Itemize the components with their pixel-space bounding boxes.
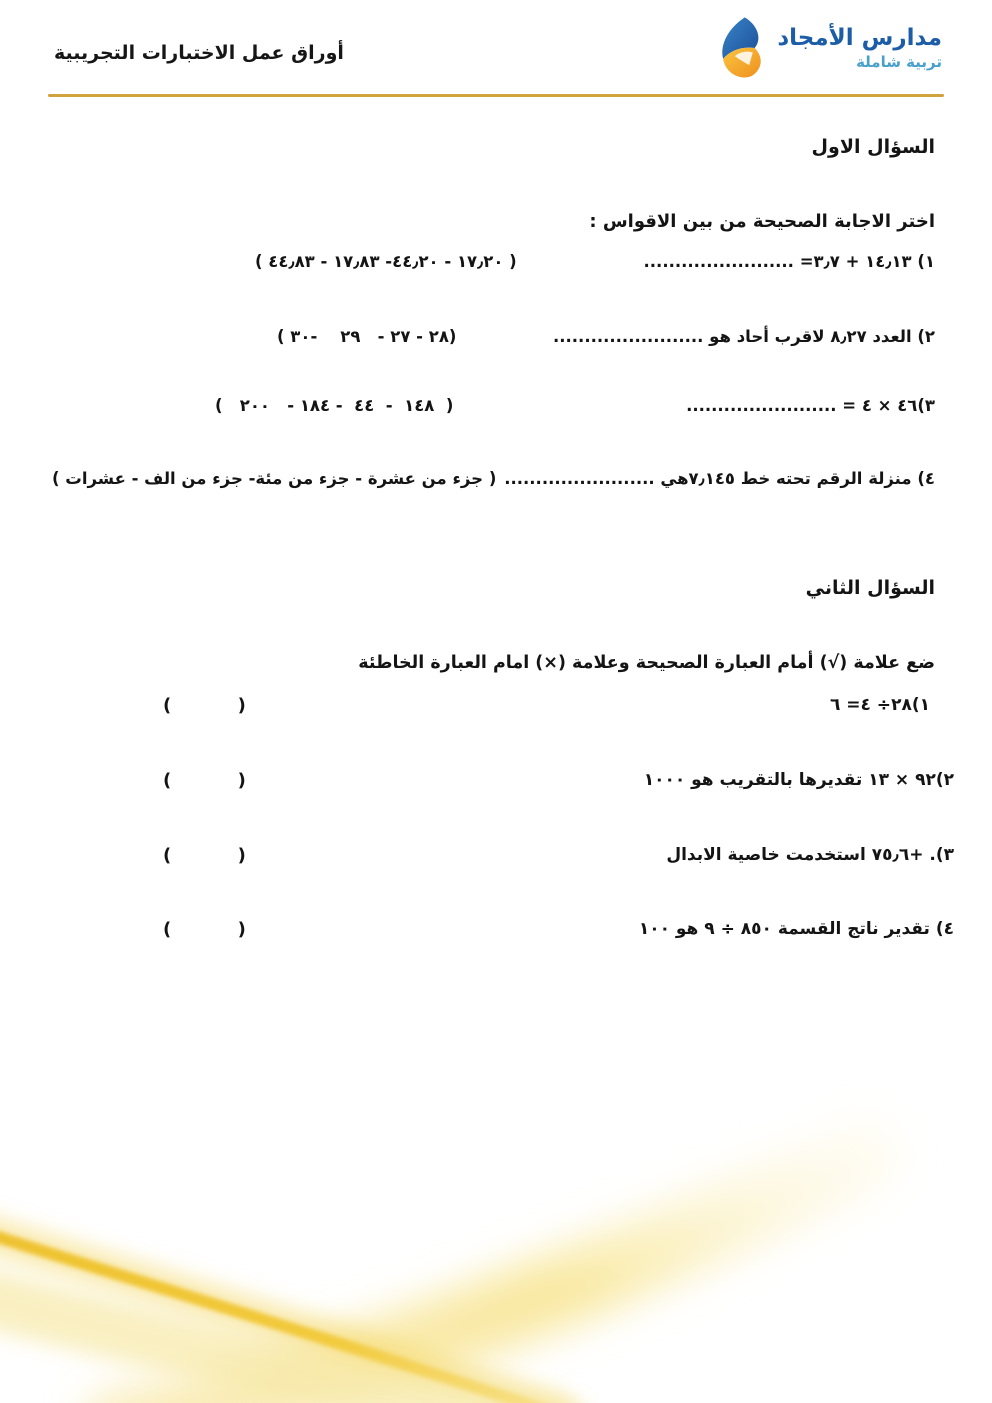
school-name: مدارس الأمجاد: [777, 24, 942, 51]
statement-4: ٤) تقدير ناتج القسمة ٨٥٠ ÷ ٩ هو ١٠٠: [638, 919, 954, 939]
school-logo: [715, 16, 942, 80]
section-two-heading: السؤال الثاني: [805, 577, 935, 599]
q1-text: ١) ١٤٫١٣ + ٣٫٧= ........................: [643, 252, 935, 271]
statement-1: ١)٢٨÷ ٤= ٦: [829, 695, 930, 715]
q4-text: ٤) منزلة الرقم تحته خط ٧٫١٤٥هي ........................: [504, 469, 935, 488]
school-tagline: تربية شاملة: [856, 53, 942, 72]
answer-slot-1: ( ): [163, 695, 247, 716]
answer-slot-3: ( ): [163, 845, 247, 866]
q2-options: (٢٨ - ٢٧ - ٢٩ -٣٠ ): [277, 327, 457, 346]
section-one-heading: السؤال الاول: [811, 136, 935, 158]
section-two-instruction: ضع علامة (√) أمام العبارة الصحيحة وعلامة (×) امام العبارة الخاطئة: [358, 653, 935, 673]
q2-text: ٢) العدد ٨٫٢٧ لاقرب أحاد هو ........................: [552, 327, 935, 346]
statement-2: ٢)٩٢ × ١٣ تقديرها بالتقريب هو ١٠٠٠: [643, 770, 954, 790]
q3-text: ٣)٤٦ × ٤ = ........................: [686, 396, 935, 415]
header-divider: [48, 94, 944, 97]
statement-3: ٣). +٧٥٫٦ استخدمت خاصية الابدال: [666, 845, 954, 865]
school-logo-text: [777, 25, 942, 71]
school-logo-icon: [715, 16, 769, 80]
q3-options: ( ١٤٨ - ٤٤ - ١٨٤ - ٢٠٠ ): [215, 396, 454, 415]
document-title: أوراق عمل الاختبارات التجريبية: [54, 42, 344, 64]
section-one-instruction: اختر الاجابة الصحيحة من بين الاقواس :: [589, 211, 935, 232]
q4-options: ( جزء من عشرة - جزء من مئة- جزء من الف - عشرات ): [52, 469, 497, 488]
decorative-swoosh: [0, 1083, 992, 1403]
answer-slot-2: ( ): [163, 770, 247, 791]
answer-slot-4: ( ): [163, 919, 247, 940]
q1-options: ( ١٧٫٢٠ - ٤٤٫٢٠- ١٧٫٨٣ - ٤٤٫٨٣ ): [255, 252, 517, 271]
